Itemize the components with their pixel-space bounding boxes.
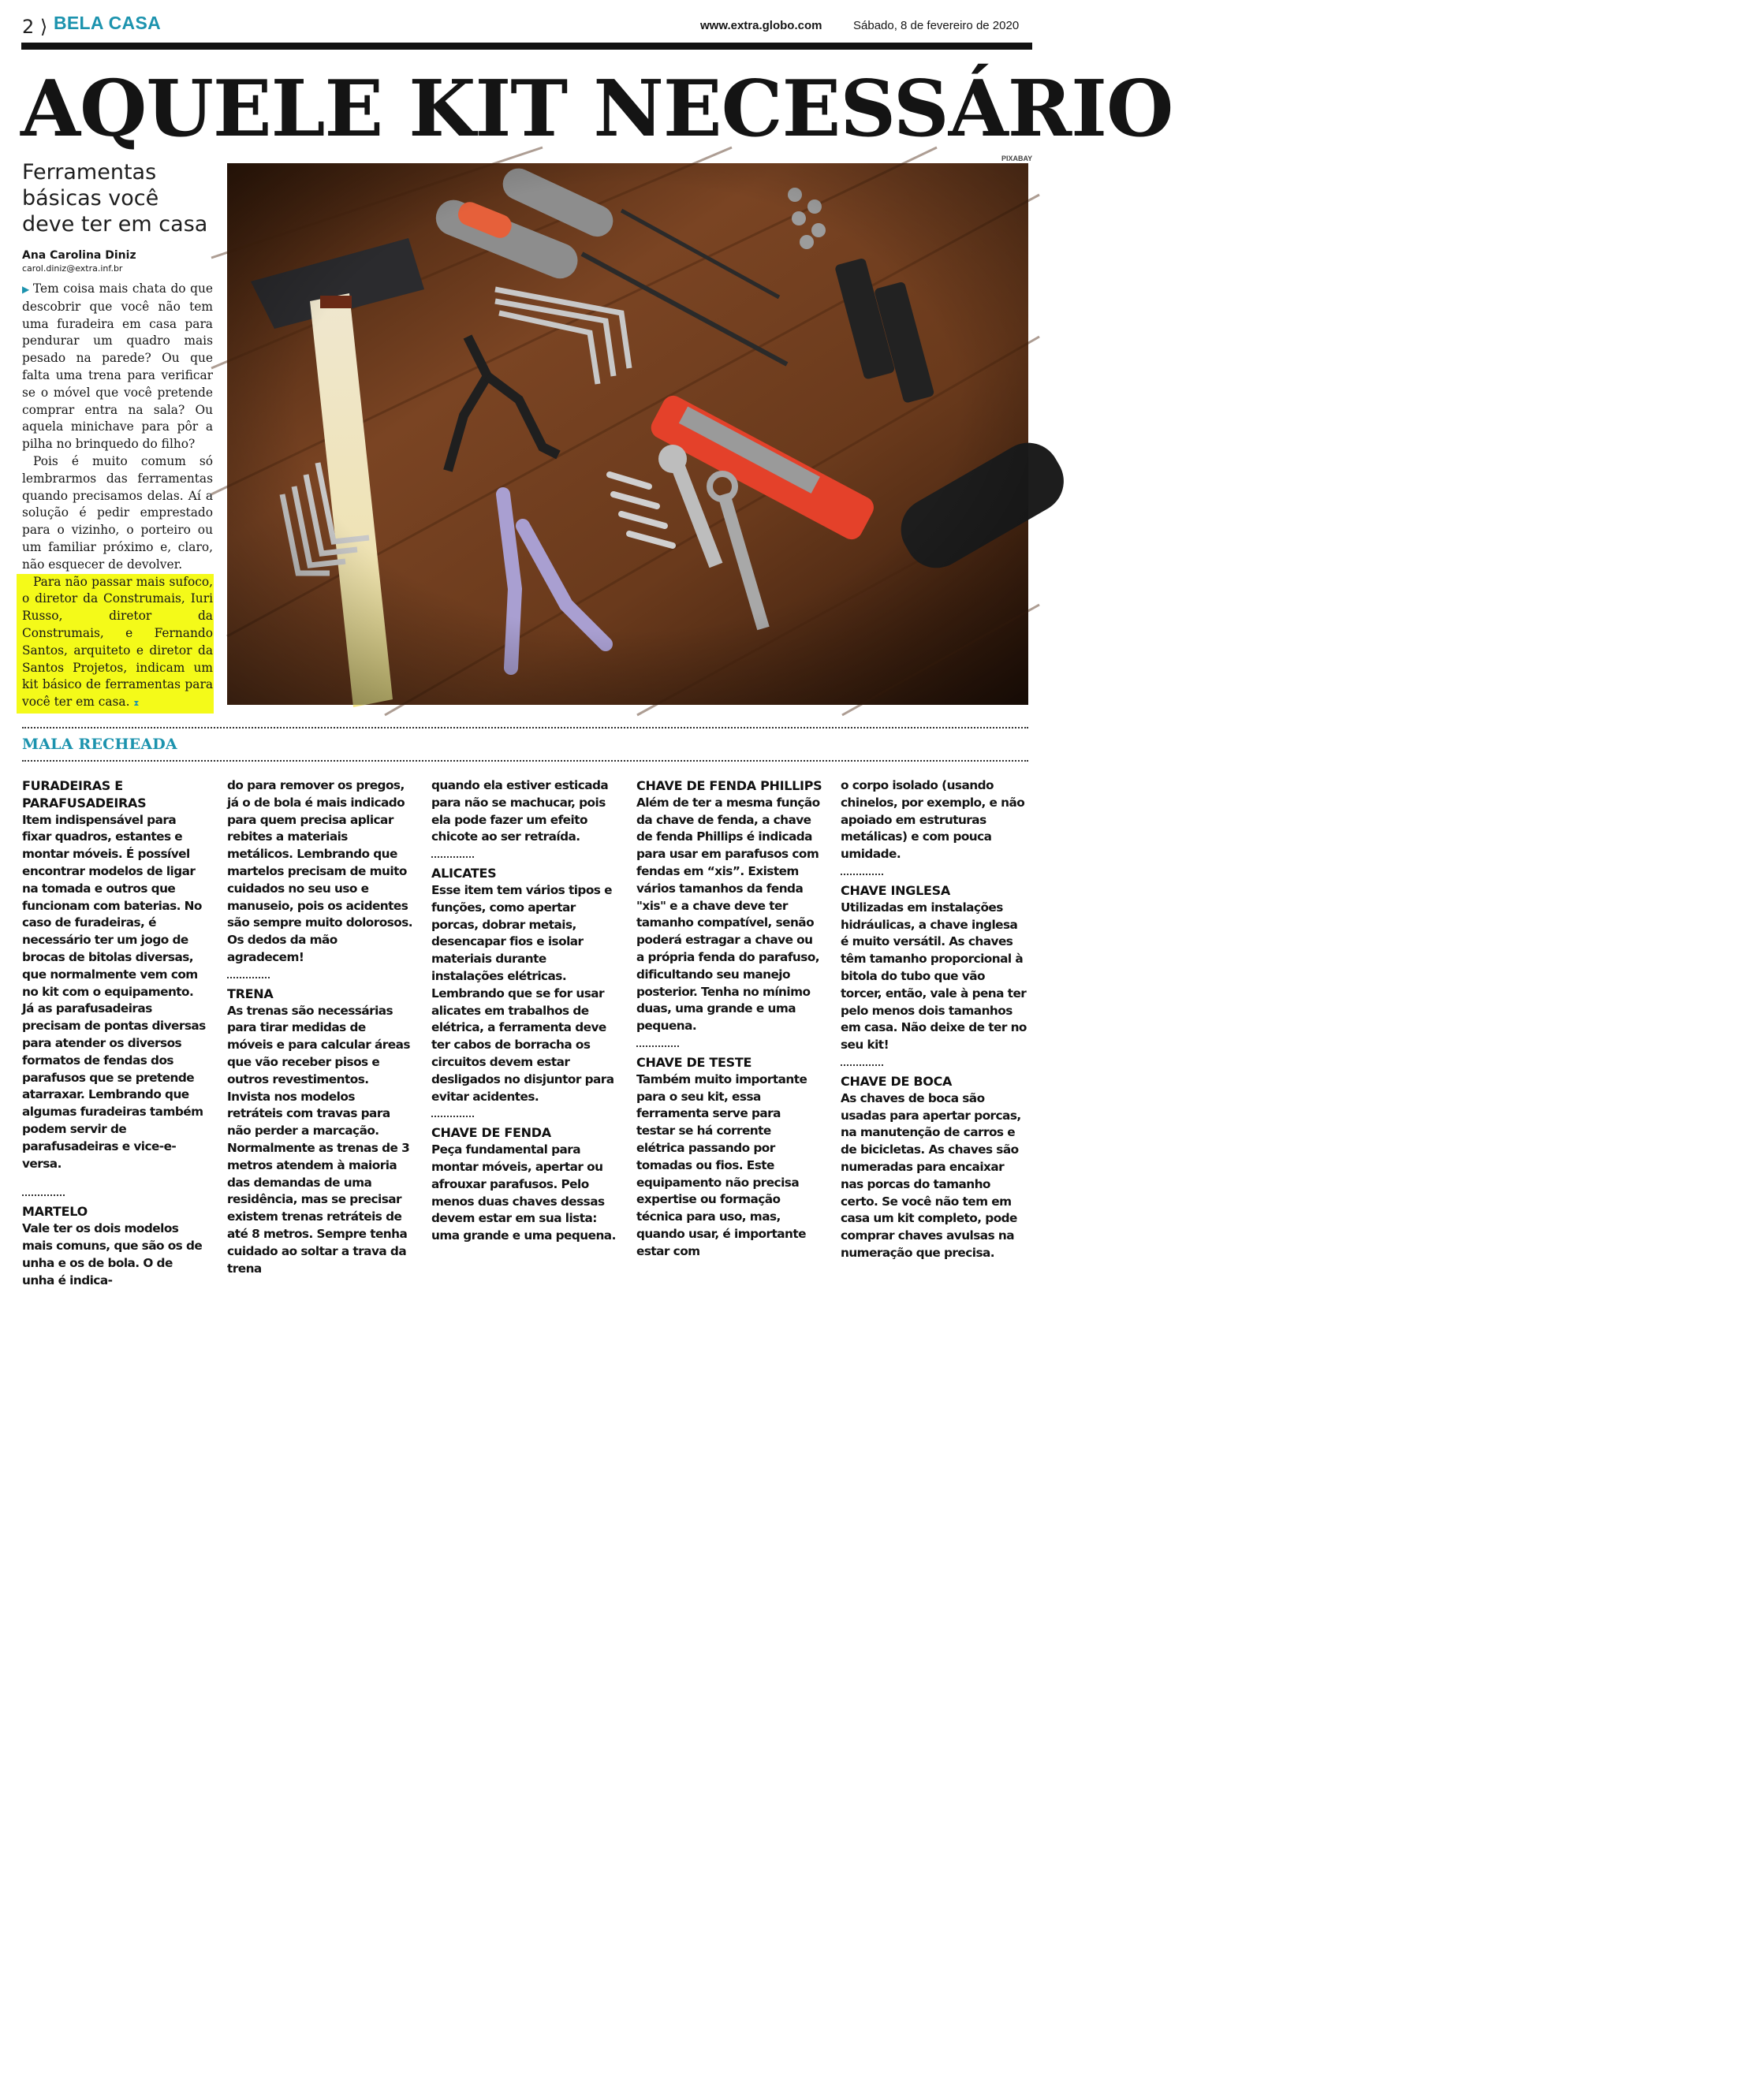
- column-4: [636, 777, 822, 1258]
- header-rule: [21, 43, 1032, 50]
- section-text: Utilizadas em instalações hidráulicas, a chave inglesa é muito versátil. As chaves têm tamanho proporcional à bitola do tubo que vão torcer, então, vale à pena ter pelo menos dois tamanhos em casa. Não deixe de ter no seu kit!: [841, 900, 1027, 1053]
- lead-marker-icon: ▶: [22, 284, 30, 295]
- section-text: Esse item tem vários tipos e funções, como apertar porcas, dobrar metais, desencapar fios e isolar materiais durante instalações elétricas. Lembrando que se for usar alicates em trabalhos de elétrica, a ferramenta deve ter cabos de borracha os circuitos devem estar desligados no disjuntor para evitar acidentes.: [431, 882, 614, 1104]
- section-separator: [431, 856, 474, 858]
- site-url[interactable]: www.extra.globo.com: [700, 19, 822, 32]
- headline: AQUELE KIT NECESSÁRIO: [21, 64, 1173, 155]
- page-number: 2 ⟩: [22, 16, 48, 38]
- column-1: [22, 777, 208, 1287]
- section-heading: CHAVE DE FENDA PHILLIPS: [636, 778, 822, 793]
- lead-paragraph: Tem coisa mais chata do que descobrir que você não tem uma furadeira em casa para pendurar um quadro mais pesado na parede? Ou que falta uma trena para verificar se o móvel que você pretende comprar entra na sala? Ou aquela minichave para pôr a pilha no brinquedo do filho?: [22, 281, 214, 452]
- section-text: o corpo isolado (usando chinelos, por exemplo, e não apoiado em estruturas metálicas) e com pouca umidade.: [841, 778, 1025, 862]
- section-text: As chaves de boca são usadas para apertar porcas, na manutenção de carros e de bicicletas. As chaves são numeradas para encaixar nas porcas do tamanho certo. Se você não tem em casa um kit completo, pode comprar chaves avulsas na numeração que precisa.: [841, 1090, 1021, 1260]
- column-5: [841, 777, 1027, 1260]
- section-text: do para remover os pregos, já o de bola é mais indicado para quem precisa aplicar rebites a materiais metálicos. Lembrando que martelos precisam de muito cuidados no seu uso e manuseio, pois os acidentes são sempre muito dolorosos. Os dedos da mão agradecem!: [227, 778, 413, 964]
- section-separator: [227, 977, 270, 978]
- section-heading: MARTELO: [22, 1204, 88, 1220]
- section-separator: [22, 1194, 65, 1196]
- section-heading: ALICATES: [431, 866, 497, 881]
- column-2: [227, 777, 413, 1276]
- section-separator: [636, 1045, 679, 1047]
- section-text: Além de ter a mesma função da chave de fenda, a chave de fenda Phillips é indicada para usar em parafusos com fendas em “xis”. Existem vários tamanhos da fenda "xis" e a chave deve ter tamanho compatível, senão poderá estragar a chave ou a própria fenda do parafuso, dificultando seu manejo posterior. Tenha no mínimo duas, uma grande e uma pequena.: [636, 795, 820, 1034]
- section-text: Também muito importante para o seu kit, essa ferramenta serve para testar se há corrente elétrica passando por tomadas ou fios. Este equipamento não precisa expertise ou formação técnica para uso, mas, quando usar, é importante estar com: [636, 1071, 807, 1258]
- end-mark-icon: ⧗: [133, 699, 140, 709]
- section-separator: [841, 874, 883, 875]
- section-heading: FURADEIRAS E PARAFUSADEIRAS: [22, 778, 147, 810]
- divider-bottom: [22, 760, 1028, 762]
- section-text: quando ela estiver esticada para não se machucar, pois ela pode fazer um efeito chicote ao ser retraída.: [431, 778, 609, 844]
- section-text: Item indispensável para fixar quadros, estantes e montar móveis. É possível encontrar modelos de ligar na tomada e outros que funcionam com baterias. No caso de furadeiras, é necessário ter um jogo de brocas de bitolas diversas, que normalmente vem com no kit com o equipamento. Já as parafusadeiras precisam de pontas diversas para atender os diversos formatos de fendas dos parafusos que se pretende atarraxar. Lembrando que algumas furadeiras também podem servir de parafusadeiras e vice-e-versa.: [22, 812, 206, 1171]
- box-title: MALA RECHEADA: [22, 736, 177, 753]
- lead-paragraph: Para não passar mais sufoco, o diretor da Construmais, Iuri Russo, diretor da Construmais, e Fernando Santos, arquiteto e diretor da Santos Projetos, indicam um kit básico de ferramentas para você ter em casa.: [22, 574, 213, 710]
- author-name: Ana Carolina Diniz: [22, 249, 136, 262]
- subtitle: Ferramentas básicas você deve ter em casa: [22, 160, 208, 237]
- section-text: Vale ter os dois modelos mais comuns, que são os de unha e os de bola. O de unha é indica-: [22, 1221, 203, 1287]
- divider-top: [22, 727, 1028, 728]
- column-3: [431, 777, 617, 1243]
- section-separator: [841, 1064, 883, 1066]
- section-heading: TRENA: [227, 986, 274, 1001]
- section-name: BELA CASA: [54, 13, 162, 33]
- author-email[interactable]: carol.diniz@extra.inf.br: [22, 263, 123, 274]
- section-heading: CHAVE INGLESA: [841, 882, 950, 898]
- section-separator: [431, 1116, 474, 1117]
- lead-text: [22, 281, 213, 713]
- section-heading: CHAVE DE TESTE: [636, 1054, 752, 1070]
- lead-paragraph: Pois é muito comum só lembrarmos das ferramentas quando precisamos delas. Aí a solução é pedir emprestado para o vizinho, o porteiro ou um familiar próximo e, claro, não esquecer de devolver.: [22, 453, 213, 572]
- tools-photo: [227, 163, 1028, 705]
- section-text: As trenas são necessárias para tirar medidas de móveis e para calcular áreas que vão receber pisos e outros revestimentos. Invista nos modelos retráteis com travas para não perder a marcação. Normalmente as trenas de 3 metros atendem à maioria das demandas de uma residência, mas se precisar existem trenas retráteis de até 8 metros. Sempre tenha cuidado ao soltar a trava da trena: [227, 1003, 410, 1276]
- section-heading: CHAVE DE BOCA: [841, 1073, 953, 1089]
- header-date: Sábado, 8 de fevereiro de 2020: [853, 19, 1020, 32]
- section-heading: CHAVE DE FENDA: [431, 1125, 551, 1141]
- photo-credit: PIXABAY: [1001, 155, 1033, 162]
- section-text: Peça fundamental para montar móveis, apertar ou afrouxar parafusos. Pelo menos duas chaves dessas devem estar em sua lista: uma grande e uma pequena.: [431, 1142, 616, 1243]
